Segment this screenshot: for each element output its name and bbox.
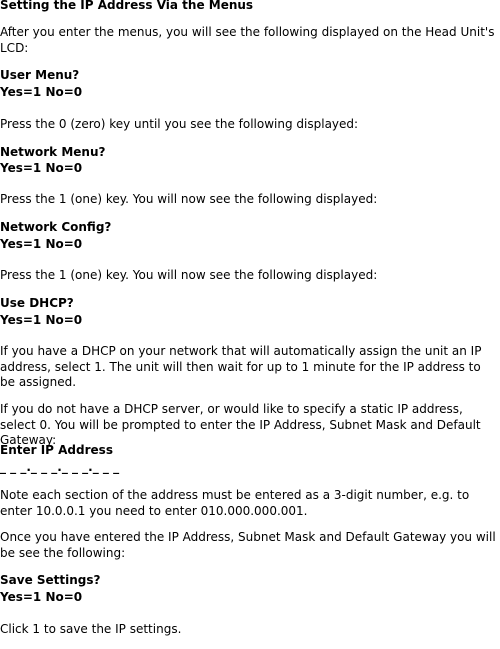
lcd-yes-no-4: Yes=1 No=0 <box>0 313 83 327</box>
lcd-save-settings: Save Settings? <box>0 573 101 587</box>
press-one-paragraph-1: Press the 1 (one) key. You will now see the following displayed: <box>0 192 378 206</box>
lcd-user-menu: User Menu? <box>0 68 80 82</box>
lcd-ip-mask: _ _ _._ _ _._ _ _._ _ _ <box>0 460 120 474</box>
note-paragraph: Note each section of the address must be entered as a 3-digit number, e.g. to enter 10.0.0.1 you need to enter 010.000.000.001. <box>0 488 470 518</box>
click-paragraph: Click 1 to save the IP settings. <box>0 622 182 636</box>
lcd-yes-no-1: Yes=1 No=0 <box>0 85 83 99</box>
dhcp-yes-paragraph: If you have a DHCP on your network that will automatically assign the unit an IP address, select 1. The unit will then wait for up to 1 minute for the IP address to be assigned. <box>0 344 482 389</box>
press-zero-paragraph: Press the 0 (zero) key until you see the following displayed: <box>0 117 359 131</box>
lcd-enter-ip: Enter IP Address <box>0 443 113 457</box>
intro-paragraph: After you enter the menus, you will see the following displayed on the Head Unit's LCD: <box>0 25 495 55</box>
press-one-paragraph-2: Press the 1 (one) key. You will now see the following displayed: <box>0 268 378 282</box>
lcd-yes-no-5: Yes=1 No=0 <box>0 590 83 604</box>
lcd-yes-no-2: Yes=1 No=0 <box>0 161 83 175</box>
lcd-network-config: Network Config? <box>0 220 112 234</box>
page-title: Setting the IP Address Via the Menus <box>0 0 254 12</box>
lcd-use-dhcp: Use DHCP? <box>0 296 74 310</box>
dhcp-no-paragraph: If you do not have a DHCP server, or would like to specify a static IP address, select 0. You will be prompted to enter the IP Address, Subnet Mask and Default Gateway: <box>0 402 481 447</box>
lcd-network-menu: Network Menu? <box>0 145 106 159</box>
once-paragraph: Once you have entered the IP Address, Subnet Mask and Default Gateway you will be see the following: <box>0 530 496 560</box>
lcd-yes-no-3: Yes=1 No=0 <box>0 237 83 251</box>
